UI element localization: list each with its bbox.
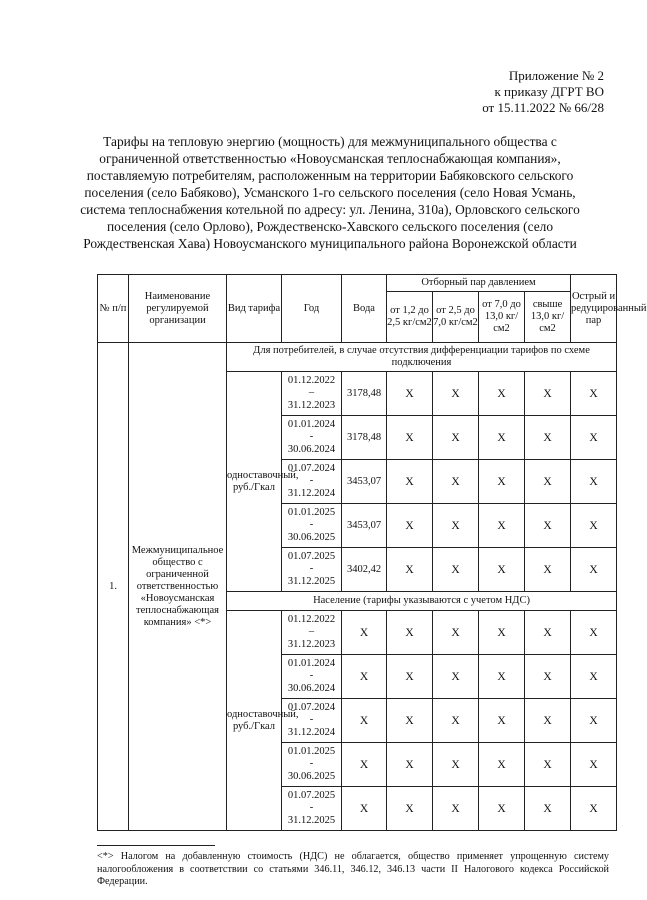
sharp-steam-cell: X [571,743,617,787]
header-num: № п/п [98,275,129,343]
steam-1-cell: X [387,787,433,831]
steam-1-cell: X [387,611,433,655]
document-title: Тарифы на тепловую энергию (мощность) для межмуниципального общества с ограниченной ответственностью «Новоусманская теплоснабжающая компания», поставляемую потребителям, расположенным на территории Бабяковского сельского поселения (село Бабяково), Усманского 1-го сельского поселения (село Новая Усмань, система теплоснабжения котельной по адресу: ул. Ленина, 310а), Орловского сельского поселения (село Орлово), Рождественско-Хавского сельского поселения (село Рождественская Хава) Новоусманского муниципального района Воронежской области [80,134,580,251]
steam-2-cell: X [433,460,479,504]
steam-3-cell: X [479,372,525,416]
steam-4-cell: X [525,611,571,655]
steam-1-cell: X [387,743,433,787]
header-year: Год [282,275,342,343]
sharp-steam-cell: X [571,548,617,592]
sharp-steam-cell: X [571,372,617,416]
header-org: Наименование регулируемой организации [129,275,227,343]
sharp-steam-cell: X [571,699,617,743]
steam-4-cell: X [525,504,571,548]
sharp-steam-cell: X [571,611,617,655]
period-cell: 01.01.2025 - 30.06.2025 [282,743,342,787]
sharp-steam-cell: X [571,504,617,548]
steam-1-cell: X [387,504,433,548]
period-cell: 01.12.2022 – 31.12.2023 [282,611,342,655]
steam-3-cell: X [479,416,525,460]
header-steam-2: от 2,5 до 7,0 кг/см2 [433,292,479,343]
sharp-steam-cell: X [571,655,617,699]
steam-4-cell: X [525,416,571,460]
steam-2-cell: X [433,504,479,548]
steam-4-cell: X [525,699,571,743]
steam-1-cell: X [387,699,433,743]
header-water: Вода [342,275,387,343]
tariff-kind: одноставочный, руб./Гкал [227,372,282,592]
steam-3-cell: X [479,699,525,743]
appendix-block [482,68,604,116]
period-cell: 01.07.2025 - 31.12.2025 [282,548,342,592]
sharp-steam-cell: X [571,787,617,831]
water-cell: X [342,655,387,699]
steam-4-cell: X [525,460,571,504]
water-cell: 3178,48 [342,372,387,416]
header-steam-3: от 7,0 до 13,0 кг/см2 [479,292,525,343]
appendix-order: к приказу ДГРТ ВО [494,84,604,99]
steam-4-cell: X [525,548,571,592]
steam-1-cell: X [387,372,433,416]
water-cell: 3178,48 [342,416,387,460]
steam-4-cell: X [525,787,571,831]
water-cell: 3453,07 [342,504,387,548]
steam-4-cell: X [525,743,571,787]
water-cell: 3453,07 [342,460,387,504]
water-cell: X [342,699,387,743]
steam-3-cell: X [479,611,525,655]
steam-1-cell: X [387,460,433,504]
tariff-table [97,274,647,831]
appendix-title: Приложение № 2 [508,68,604,83]
header-steam-group: Отборный пар давлением [387,275,571,292]
tariff-kind: одноставочный, руб./Гкал [227,611,282,831]
steam-3-cell: X [479,504,525,548]
steam-4-cell: X [525,372,571,416]
steam-2-cell: X [433,372,479,416]
period-cell: 01.01.2024 - 30.06.2024 [282,655,342,699]
steam-2-cell: X [433,699,479,743]
steam-2-cell: X [433,416,479,460]
section-label: Население (тарифы указываются с учетом НДС) [227,592,617,611]
section-label: Для потребителей, в случае отсутствия дифференциации тарифов по схеме подключения [227,343,617,372]
steam-3-cell: X [479,743,525,787]
period-cell: 01.12.2022 – 31.12.2023 [282,372,342,416]
steam-2-cell: X [433,743,479,787]
steam-1-cell: X [387,416,433,460]
steam-2-cell: X [433,655,479,699]
steam-1-cell: X [387,548,433,592]
water-cell: 3402,42 [342,548,387,592]
period-cell: 01.07.2025 - 31.12.2025 [282,787,342,831]
water-cell: X [342,787,387,831]
period-cell: 01.01.2025 - 30.06.2025 [282,504,342,548]
period-cell: 01.07.2024 - 31.12.2024 [282,699,342,743]
steam-2-cell: X [433,548,479,592]
steam-3-cell: X [479,548,525,592]
footnote: <*> Налогом на добавленную стоимость (НДС) не облагается, общество применяет упрощенную систему налогообложения в соответствии со статьями 346.11, 346.12, 346.13 части II Налогового кодекса Российской Федерации. [97,851,609,887]
header-steam-1: от 1,2 до 2,5 кг/см2 [387,292,433,343]
steam-1-cell: X [387,655,433,699]
header-sharp-steam: Острый и редуцированный пар [571,275,617,343]
appendix-date: от 15.11.2022 № 66/28 [482,100,604,115]
period-cell: 01.01.2024 - 30.06.2024 [282,416,342,460]
steam-3-cell: X [479,655,525,699]
steam-2-cell: X [433,611,479,655]
steam-3-cell: X [479,787,525,831]
steam-2-cell: X [433,787,479,831]
sharp-steam-cell: X [571,460,617,504]
footnote-divider [97,845,215,846]
header-steam-4: свыше 13,0 кг/см2 [525,292,571,343]
water-cell: X [342,743,387,787]
sharp-steam-cell: X [571,416,617,460]
steam-4-cell: X [525,655,571,699]
period-cell: 01.07.2024 - 31.12.2024 [282,460,342,504]
row-number: 1. [98,343,129,831]
water-cell: X [342,611,387,655]
header-kind: Вид тарифа [227,275,282,343]
steam-3-cell: X [479,460,525,504]
organization-name: Межмуниципальное общество с ограниченной ответственностью «Новоусманская теплоснабжающая компания» <*> [129,343,227,831]
